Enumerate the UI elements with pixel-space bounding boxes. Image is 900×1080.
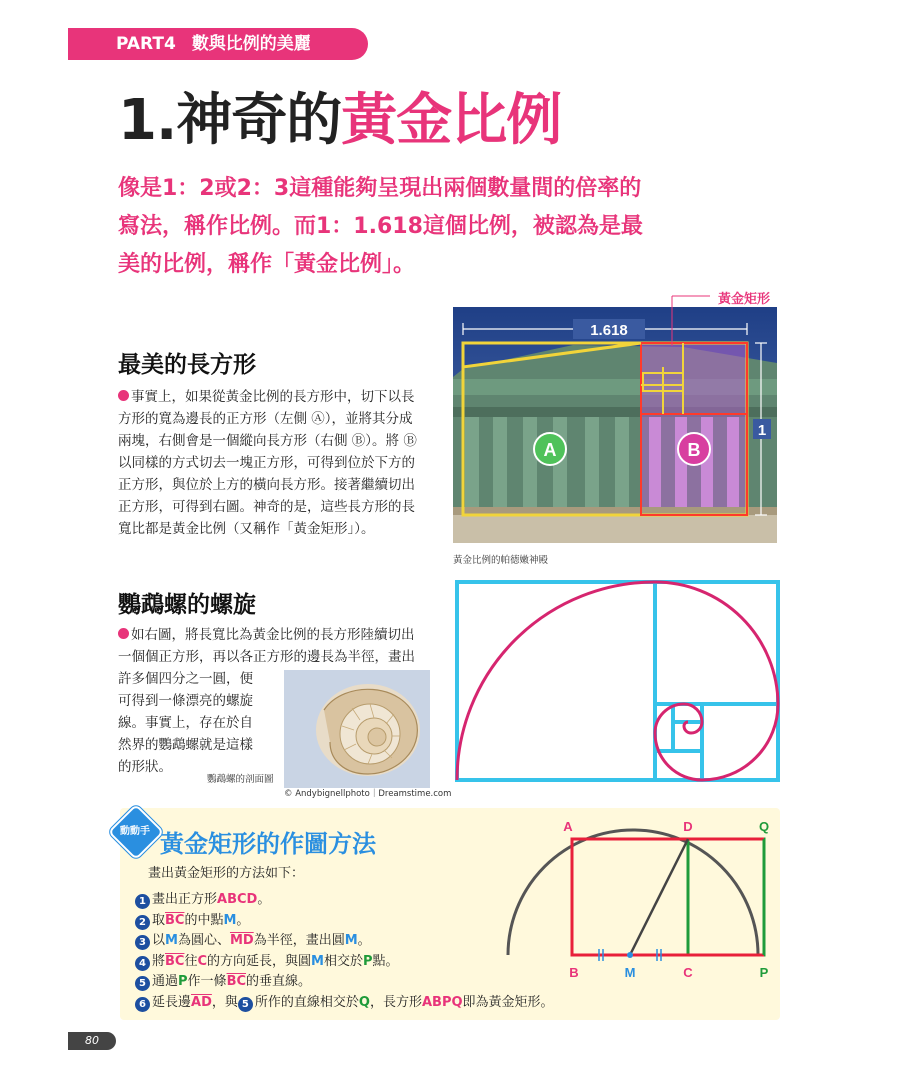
step-item: 4 將$\overline{BC}$往C的方向延長，與圓M相交於P點。 xyxy=(135,952,554,973)
nautilus-photo xyxy=(284,670,430,788)
section2-line: 然界的鸚鵡螺就是這樣 xyxy=(118,737,253,753)
golden-rect-label: 黃金矩形 xyxy=(718,292,771,307)
point-label-m: M xyxy=(624,965,636,980)
ratio-short-label: 1 xyxy=(757,422,767,439)
point-label-b: B xyxy=(569,965,579,980)
section1-heading: 最美的長方形 xyxy=(118,352,256,378)
section1-line: 寬比都是黃金比例（又稱作「黃金矩形」）。 xyxy=(118,521,375,537)
title-highlight: 黃金比例 xyxy=(341,88,562,153)
step-number: 4 xyxy=(135,956,150,971)
section1-line: 正方形，與位於上方的橫向長方形。接著繼續切出 xyxy=(118,477,415,493)
section2-line: 許多個四分之一圓，便 xyxy=(118,671,253,687)
circle-m-arc xyxy=(508,830,758,955)
activity-tag: 動動手 xyxy=(120,826,150,837)
activity-title: 黃金矩形的作圖方法 xyxy=(160,830,376,858)
spiral-outer-rect xyxy=(457,582,778,780)
activity-subtitle: 畫出黃金矩形的方法如下： xyxy=(148,866,305,881)
construction-diagram xyxy=(490,815,780,985)
point-label-a: A xyxy=(563,819,573,834)
section1-line: 方形的寬為邊長的正方形（左側 Ⓐ），並將其分成 xyxy=(118,411,413,427)
step-number: 1 xyxy=(135,894,150,909)
page-title xyxy=(118,76,561,156)
intro-line: 美的比例，稱作「黃金比例」。 xyxy=(118,252,416,277)
page-number: 80 xyxy=(68,1032,116,1050)
section1-body xyxy=(118,386,438,540)
label-a: A xyxy=(543,440,557,460)
golden-spiral-curve xyxy=(457,582,778,780)
square-abcd xyxy=(572,839,688,955)
point-label-q: Q xyxy=(758,819,770,834)
shell-caption: 鸚鵡螺的剖面圖 xyxy=(207,774,274,785)
segment-md xyxy=(630,839,688,955)
point-m xyxy=(627,952,633,958)
section1-line: 兩塊，右側會是一個縱向長方形（右側 Ⓑ）。將 Ⓑ xyxy=(118,433,417,449)
section2-heading: 鸚鵡螺的螺旋 xyxy=(118,592,256,618)
intro-line: 寫法，稱作比例。而1：1.618這個比例，被認為是最 xyxy=(118,214,643,239)
section1-line: 以同樣的方式切去一塊正方形，可得到位於下方的 xyxy=(118,455,415,471)
part-label: PART4 xyxy=(116,34,176,54)
section2-line: 如右圖，將長寬比為黃金比例的長方形陸續切出 xyxy=(131,627,415,643)
step-number: 5 xyxy=(135,976,150,991)
ratio-long-label: 1.618 xyxy=(590,322,628,339)
step-item: 1 畫出正方形ABCD。 xyxy=(135,890,554,911)
point-label-d: D xyxy=(683,819,693,834)
step-number: 6 xyxy=(135,997,150,1012)
step-item: 3 以M為圓心、$\overline{MD}$為半徑，畫出圓M。 xyxy=(135,931,554,952)
step-number: 2 xyxy=(135,915,150,930)
step-number: 3 xyxy=(135,935,150,950)
title-prefix: 1.神奇的 xyxy=(118,88,342,153)
section2-line: 線。事實上，存在於自 xyxy=(118,715,253,731)
label-b: B xyxy=(687,440,701,460)
point-label-p: P xyxy=(759,965,769,980)
bullet-icon xyxy=(118,390,129,401)
intro-text xyxy=(118,170,758,284)
section1-line: 正方形，可得到右圖。神奇的是，這些長方形的長 xyxy=(118,499,415,515)
part-section: 數與比例的美麗 xyxy=(191,34,311,54)
section2-line: 的形狀。 xyxy=(118,759,172,775)
bullet-icon xyxy=(118,628,129,639)
parthenon-caption: 黃金比例的帕德嫩神殿 xyxy=(453,555,549,566)
point-label-c: C xyxy=(683,965,693,980)
step-item: 5 通過P作一條$\overline{BC}$的垂直線。 xyxy=(135,972,554,993)
step-item: 2 取$\overline{BC}$的中點M。 xyxy=(135,911,554,932)
step-ref-number: 5 xyxy=(238,997,253,1012)
section1-line: 事實上，如果從黃金比例的長方形中，切下以長 xyxy=(131,389,415,405)
rect-dcpq xyxy=(688,839,764,955)
golden-spiral-diagram xyxy=(455,580,780,782)
section2-line: 可得到一條漂亮的螺旋 xyxy=(118,693,253,709)
part-banner xyxy=(68,28,368,60)
step-item: 6 延長邊$\overline{AD}$，與 5 所作的直線相交於Q，長方形ABPQ即為黃金矩形。 xyxy=(135,993,554,1014)
intro-line: 像是1：2或2：3這種能夠呈現出兩個數量間的倍率的 xyxy=(118,176,642,201)
photo-credit: © Andybignellphoto｜Dreamstime.com xyxy=(284,789,452,799)
section2-line: 一個個正方形，再以各正方形的邊長為半徑，畫出 xyxy=(118,649,415,665)
